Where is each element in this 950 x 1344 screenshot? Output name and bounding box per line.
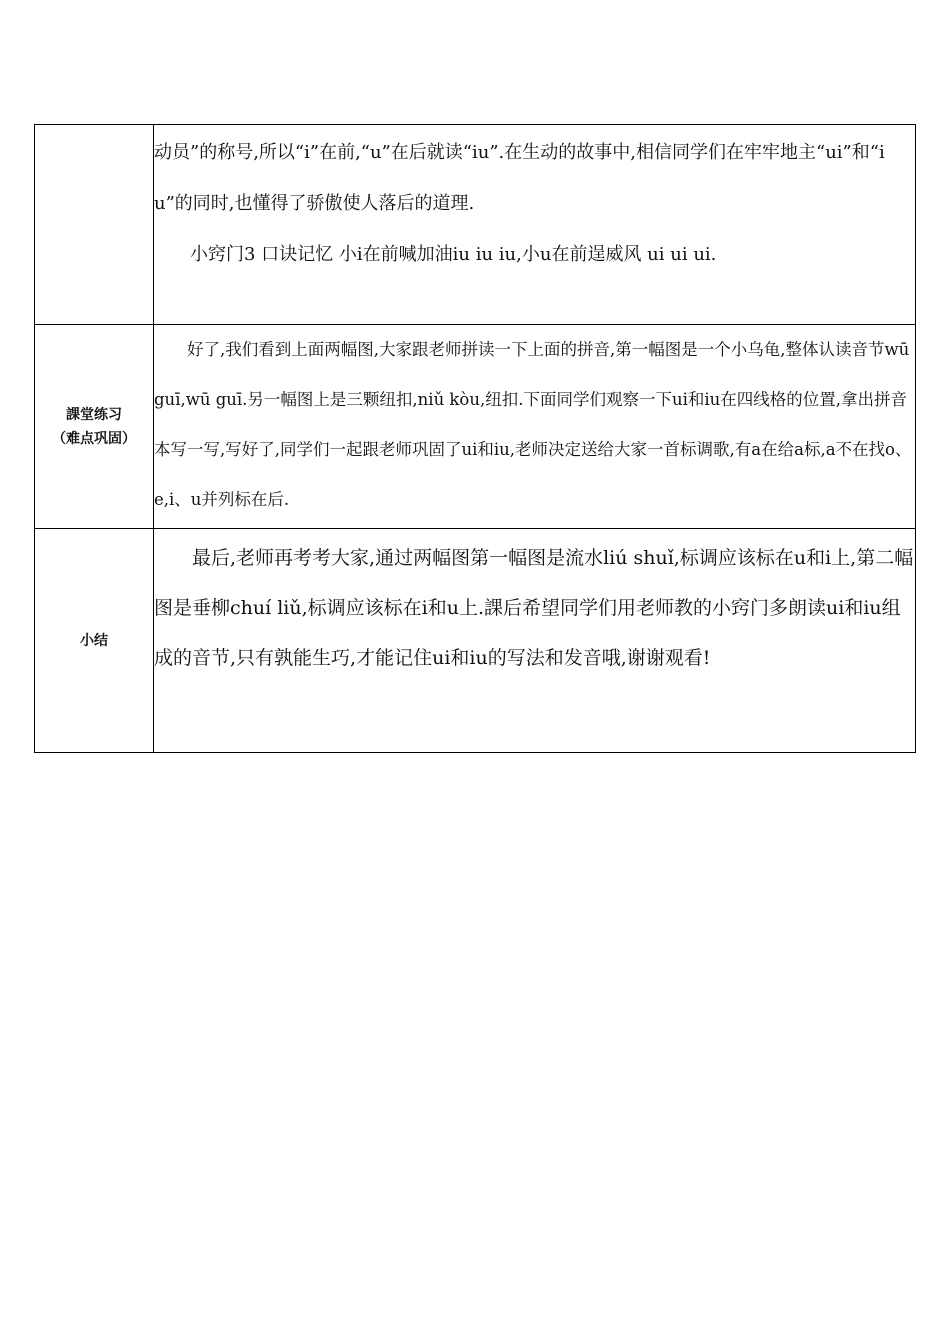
row-label-cell [35, 325, 154, 529]
row-label-title: 小结 [80, 632, 108, 649]
content-paragraph: 动员”的称号,所以“i”在前,“u”在后就读“iu”.在生动的故事中,相信同学们在牢牢地主“ui”和“iu”的同时,也懂得了骄傲使人落后的道理. [154, 142, 885, 214]
table-row [35, 125, 916, 325]
row-content-cell [154, 325, 916, 529]
content-paragraph: 小窍门3 口诀记忆 小i在前喊加油iu iu iu,小u在前逞威风 ui ui ui. [190, 244, 717, 265]
row-label-title: 課堂练习 [66, 406, 122, 423]
content-paragraph: 好了,我们看到上面两幅图,大家跟老师拼读一下上面的拼音,第一幅图是一个小乌龟,整体认读音节wū guī,wū guī.另一幅图上是三颗纽扣,niǔ kòu,纽扣.下面同学们观察一下ui和iu在四线格的位置,拿出拼音本写一写,写好了,同学们一起跟老师巩固了ui和iu,老师决定送给大家一首标调歌,有a在给a标,a不在找o、e,i、u并列标在后. [154, 340, 912, 509]
row-label-cell [35, 529, 154, 753]
table-row [35, 529, 916, 753]
row-content-cell [154, 125, 916, 325]
lesson-plan-table [34, 124, 916, 753]
table-row [35, 325, 916, 529]
row-label-subtitle: （难点巩固） [52, 430, 136, 447]
row-content-cell [154, 529, 916, 753]
content-paragraph: 最后,老师再考考大家,通过两幅图第一幅图是流水liú shuǐ,标调应该标在u和i上,第二幅图是垂柳chuí liǔ,标调应该标在i和u上.課后希望同学们用老师教的小窍门多朗读ui和iu组成的音节,只有孰能生巧,才能记住ui和iu的写法和发音哦,谢谢观看! [154, 547, 914, 669]
row-label-cell [35, 125, 154, 325]
